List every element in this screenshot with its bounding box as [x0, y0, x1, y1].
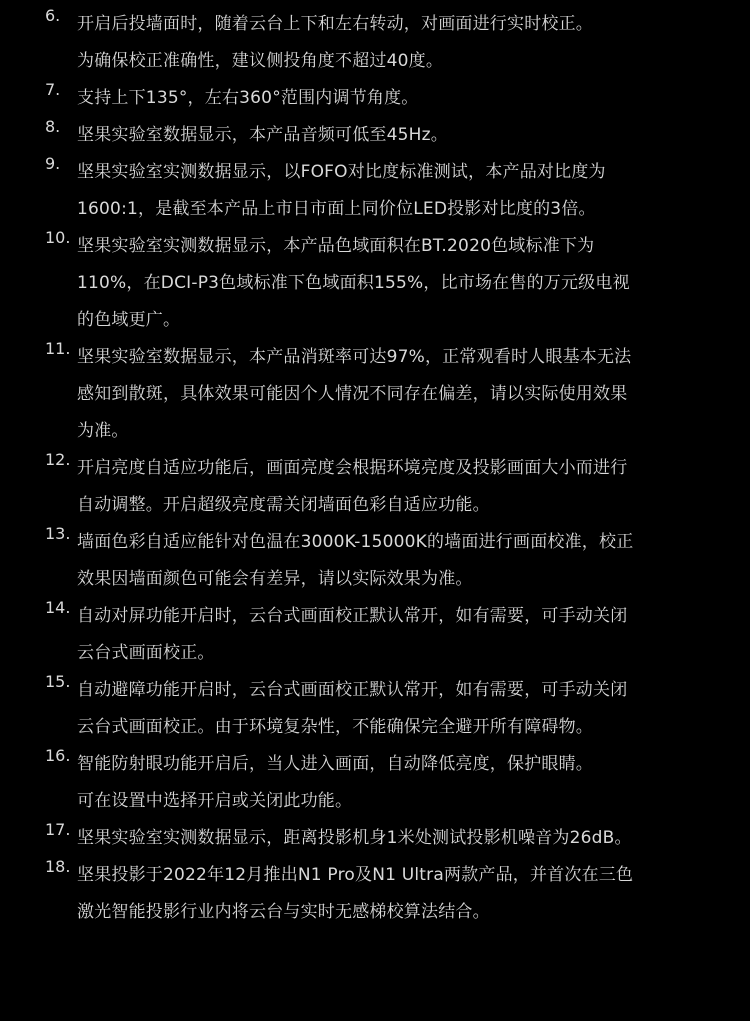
footnote-8 [0, 117, 750, 154]
footnote-12 [0, 450, 750, 524]
footnote-number: 11. [45, 339, 71, 358]
footnote-line: 支持上下135°，左右360°范围内调节角度。 [77, 88, 419, 108]
footnote-number: 8. [45, 117, 61, 136]
footnote-line: 坚果实验室数据显示，本产品消斑率可达97%，正常观看时人眼基本无法 [77, 347, 632, 367]
footnote-line: 开启亮度自适应功能后，画面亮度会根据环境亮度及投影画面大小而进行 [77, 458, 628, 478]
footnote-number: 15. [45, 672, 71, 691]
footnote-13 [0, 524, 750, 598]
footnote-9 [0, 154, 750, 228]
footnote-line: 的色域更广。 [77, 310, 181, 330]
footnotes-list [0, 6, 750, 931]
footnote-line: 可在设置中选择开启或关闭此功能。 [77, 791, 353, 811]
footnote-line: 为确保校正准确性，建议侧投角度不超过40度。 [77, 51, 444, 71]
footnote-17 [0, 820, 750, 857]
footnote-16 [0, 746, 750, 820]
footnote-11 [0, 339, 750, 450]
footnote-number: 7. [45, 80, 61, 99]
footnote-line: 墙面色彩自适应能针对色温在3000K-15000K的墙面进行画面校准，校正 [77, 532, 634, 552]
footnote-number: 17. [45, 820, 71, 839]
footnote-line: 坚果实验室实测数据显示，本产品色域面积在BT.2020色域标准下为 [77, 236, 595, 256]
footnote-18 [0, 857, 750, 931]
footnote-number: 12. [45, 450, 71, 469]
footnote-line: 坚果实验室实测数据显示，以FOFO对比度标准测试，本产品对比度为 [77, 162, 606, 182]
footnote-number: 10. [45, 228, 71, 247]
footnote-6 [0, 6, 750, 80]
footnote-line: 坚果投影于2022年12月推出N1 Pro及N1 Ultra两款产品，并首次在三色 [77, 865, 634, 885]
footnote-number: 6. [45, 6, 61, 25]
footnote-line: 智能防射眼功能开启后，当人进入画面，自动降低亮度，保护眼睛。 [77, 754, 593, 774]
footnote-number: 14. [45, 598, 71, 617]
footnote-line: 坚果实验室实测数据显示，距离投影机身1米处测试投影机噪音为26dB。 [77, 828, 632, 848]
footnote-7 [0, 80, 750, 117]
footnote-number: 16. [45, 746, 71, 765]
footnote-line: 坚果实验室数据显示，本产品音频可低至45Hz。 [77, 125, 448, 145]
footnote-line: 开启后投墙面时，随着云台上下和左右转动，对画面进行实时校正。 [77, 14, 593, 34]
footnote-line: 云台式画面校正。 [77, 643, 215, 663]
footnote-number: 18. [45, 857, 71, 876]
footnote-line: 自动对屏功能开启时，云台式画面校正默认常开，如有需要，可手动关闭 [77, 606, 628, 626]
footnote-10 [0, 228, 750, 339]
footnote-line: 为准。 [77, 421, 129, 441]
footnote-line: 110%，在DCI-P3色域标准下色域面积155%，比市场在售的万元级电视 [77, 273, 630, 293]
footnote-15 [0, 672, 750, 746]
footnote-line: 云台式画面校正。由于环境复杂性，不能确保完全避开所有障碍物。 [77, 717, 593, 737]
footnote-line: 1600:1，是截至本产品上市日市面上同价位LED投影对比度的3倍。 [77, 199, 596, 219]
footnote-number: 13. [45, 524, 71, 543]
footnote-line: 自动调整。开启超级亮度需关闭墙面色彩自适应功能。 [77, 495, 490, 515]
footnote-line: 效果因墙面颜色可能会有差异，请以实际效果为准。 [77, 569, 473, 589]
footnote-14 [0, 598, 750, 672]
footnote-line: 感知到散斑，具体效果可能因个人情况不同存在偏差，请以实际使用效果 [77, 384, 628, 404]
footnote-line: 激光智能投影行业内将云台与实时无感梯校算法结合。 [77, 902, 490, 922]
footnote-line: 自动避障功能开启时，云台式画面校正默认常开，如有需要，可手动关闭 [77, 680, 628, 700]
footnote-number: 9. [45, 154, 61, 173]
